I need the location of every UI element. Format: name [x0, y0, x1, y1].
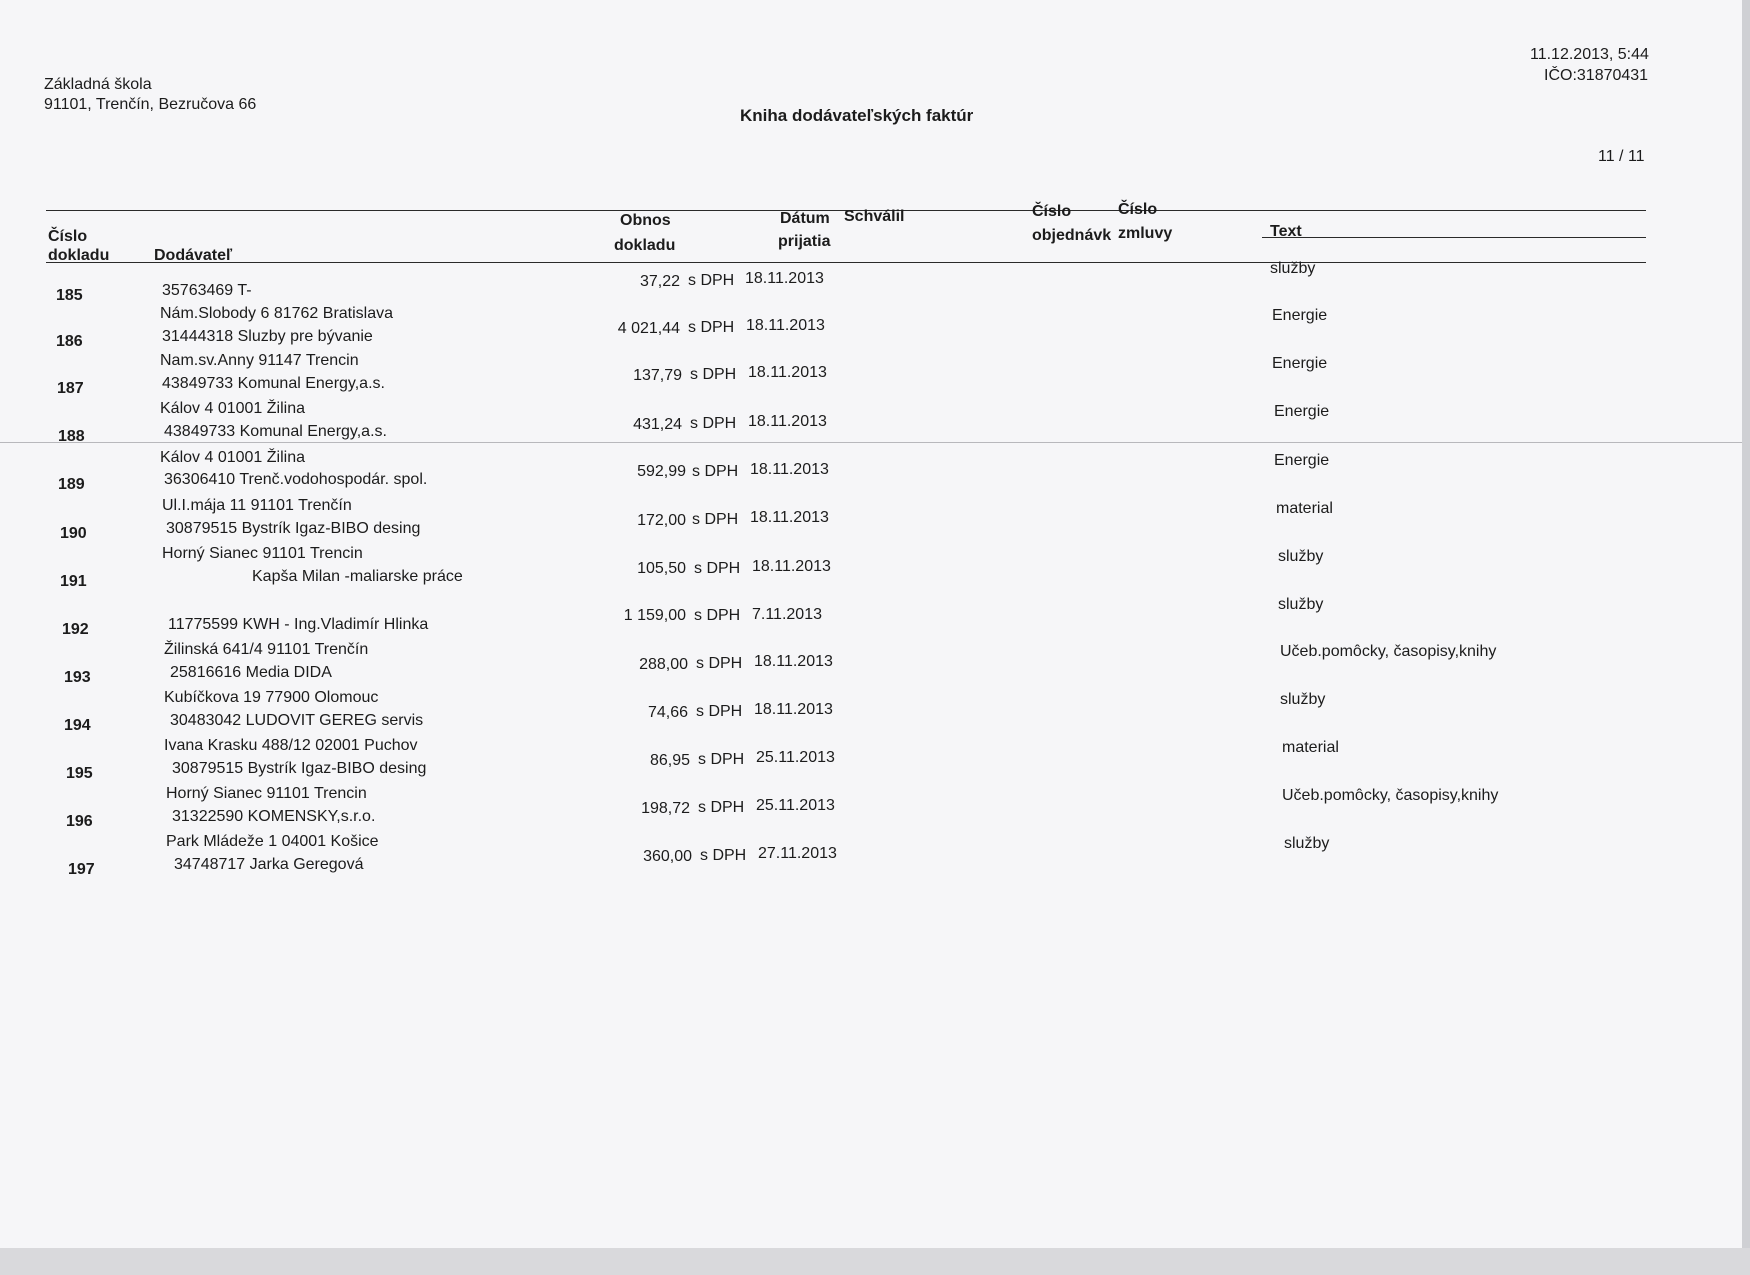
date-received: 18.11.2013	[754, 701, 833, 718]
supplier: 31444318 Sluzby pre bývanie	[162, 328, 373, 345]
row-text: Učeb.pomôcky, časopisy,knihy	[1280, 643, 1497, 660]
tax-label: s DPH	[696, 703, 743, 720]
tax-label: s DPH	[698, 751, 745, 768]
text-column-rule	[1262, 237, 1646, 238]
col-schvalil: Schválil	[844, 208, 905, 225]
amount: 74,66	[647, 704, 688, 721]
doc-number: 193	[64, 669, 91, 686]
tax-label: s DPH	[694, 560, 741, 577]
doc-number: 197	[68, 861, 95, 878]
date-received: 18.11.2013	[748, 413, 827, 430]
row-text: Učeb.pomôcky, časopisy,knihy	[1282, 787, 1499, 804]
tax-label: s DPH	[692, 511, 739, 528]
supplier-address: Horný Sianec 91101 Trencin	[162, 545, 363, 562]
date-received: 18.11.2013	[748, 364, 827, 381]
date-received: 18.11.2013	[750, 461, 829, 478]
doc-number: 187	[57, 380, 84, 397]
supplier: 25816616 Media DIDA	[170, 664, 332, 681]
row-text: služby	[1280, 691, 1326, 708]
supplier-address: Nám.Slobody 6 81762 Bratislava	[160, 305, 394, 322]
row-text: Energie	[1272, 307, 1328, 324]
date-received: 18.11.2013	[754, 653, 833, 670]
col-zmluvy-1: Číslo	[1118, 201, 1158, 218]
doc-number: 188	[58, 428, 85, 445]
date-received: 18.11.2013	[745, 270, 824, 287]
supplier: 43849733 Komunal Energy,a.s.	[164, 423, 387, 440]
supplier-address: Žilinská 641/4 91101 Trenčín	[164, 641, 369, 658]
col-datum-2: prijatia	[778, 233, 831, 250]
col-cislo-dokladu-2: dokladu	[48, 247, 110, 264]
document-title: Kniha dodávateľských faktúr	[740, 106, 974, 125]
doc-number: 194	[64, 717, 91, 734]
tax-label: s DPH	[688, 319, 735, 336]
row-text: služby	[1278, 596, 1324, 613]
date-received: 18.11.2013	[746, 317, 825, 334]
date-received: 18.11.2013	[752, 558, 831, 575]
supplier: 31322590 KOMENSKY,s.r.o.	[172, 808, 376, 825]
supplier: 30879515 Bystrík Igaz-BIBO desing	[166, 520, 421, 537]
doc-number: 192	[62, 621, 89, 638]
amount: 288,00	[639, 656, 688, 673]
doc-number: 186	[56, 333, 83, 350]
tax-label: s DPH	[688, 272, 735, 289]
supplier-address: Kálov 4 01001 Žilina	[160, 400, 305, 417]
amount: 198,72	[641, 800, 690, 817]
tax-label: s DPH	[698, 799, 745, 816]
doc-number: 195	[66, 765, 93, 782]
amount: 4 021,44	[617, 320, 680, 337]
col-objednavk-1: Číslo	[1032, 203, 1072, 220]
amount: 137,79	[633, 367, 682, 384]
print-datetime: 11.12.2013, 5:44	[1530, 46, 1649, 63]
row-text: material	[1276, 500, 1333, 517]
tax-label: s DPH	[690, 366, 737, 383]
date-received: 25.11.2013	[756, 749, 835, 766]
col-obnos-2: dokladu	[614, 237, 676, 254]
org-address: 91101, Trenčín, Bezručova 66	[44, 96, 257, 113]
row-text: služby	[1270, 260, 1316, 277]
tax-label: s DPH	[696, 655, 743, 672]
supplier: 36306410 Trenč.vodohospodár. spol.	[164, 471, 428, 488]
supplier-address: Nam.sv.Anny 91147 Trencin	[160, 352, 359, 369]
amount: 592,99	[637, 463, 686, 480]
amount: 360,00	[643, 848, 692, 865]
supplier-address: Ivana Krasku 488/12 02001 Puchov	[164, 737, 418, 754]
amount: 172,00	[637, 512, 686, 529]
doc-number: 191	[60, 573, 87, 590]
supplier: 43849733 Komunal Energy,a.s.	[162, 375, 385, 392]
amount: 1 159,00	[623, 607, 686, 624]
org-name: Základná škola	[44, 76, 152, 93]
tax-label: s DPH	[700, 847, 747, 864]
supplier-address: Park Mládeže 1 04001 Košice	[166, 833, 379, 850]
amount: 431,24	[633, 416, 682, 433]
row-text: Energie	[1274, 452, 1330, 469]
row-text: služby	[1278, 548, 1324, 565]
table-header-rule	[46, 262, 1646, 263]
supplier-address: Ul.I.mája 11 91101 Trenčín	[162, 497, 352, 514]
date-received: 7.11.2013	[752, 606, 822, 623]
row-text: material	[1282, 739, 1339, 756]
scan-artifact-line	[0, 442, 1742, 443]
col-cislo-dokladu-1: Číslo	[48, 228, 88, 245]
supplier: 30879515 Bystrík Igaz-BIBO desing	[172, 760, 427, 777]
amount: 86,95	[649, 752, 690, 769]
date-received: 18.11.2013	[750, 509, 829, 526]
col-obnos-1: Obnos	[620, 212, 671, 229]
row-text: služby	[1284, 835, 1330, 852]
doc-number: 196	[66, 813, 93, 830]
col-text: Text	[1270, 223, 1302, 240]
tax-label: s DPH	[690, 415, 737, 432]
supplier-address: Kubíčkova 19 77900 Olomouc	[164, 689, 379, 706]
col-dodavatel: Dodávateľ	[154, 247, 233, 264]
supplier: 35763469 T-	[162, 282, 252, 299]
tax-label: s DPH	[692, 463, 739, 480]
supplier: 30483042 LUDOVIT GEREG servis	[170, 712, 424, 729]
doc-number: 189	[58, 476, 85, 493]
supplier-address: Kálov 4 01001 Žilina	[160, 449, 305, 466]
amount: 37,22	[639, 273, 680, 290]
supplier: 34748717 Jarka Geregová	[174, 856, 364, 873]
col-datum-1: Dátum	[780, 210, 830, 227]
amount: 105,50	[637, 560, 686, 577]
doc-number: 185	[56, 287, 83, 304]
supplier: Kapša Milan -maliarske práce	[252, 568, 463, 585]
supplier: 11775599 KWH - Ing.Vladimír Hlinka	[168, 616, 429, 633]
scan-right-edge	[1742, 0, 1750, 1275]
page-number: 11 / 11	[1598, 148, 1645, 165]
tax-label: s DPH	[694, 607, 741, 624]
date-received: 27.11.2013	[758, 845, 837, 862]
ico-number: IČO:31870431	[1544, 67, 1649, 84]
col-objednavk-2: objednávk	[1032, 227, 1112, 244]
supplier-address: Horný Sianec 91101 Trencin	[166, 785, 367, 802]
scan-bottom-edge	[0, 1248, 1750, 1275]
col-zmluvy-2: zmluvy	[1118, 225, 1173, 242]
date-received: 25.11.2013	[756, 797, 835, 814]
doc-number: 190	[60, 525, 87, 542]
row-text: Energie	[1272, 355, 1328, 372]
row-text: Energie	[1274, 403, 1330, 420]
